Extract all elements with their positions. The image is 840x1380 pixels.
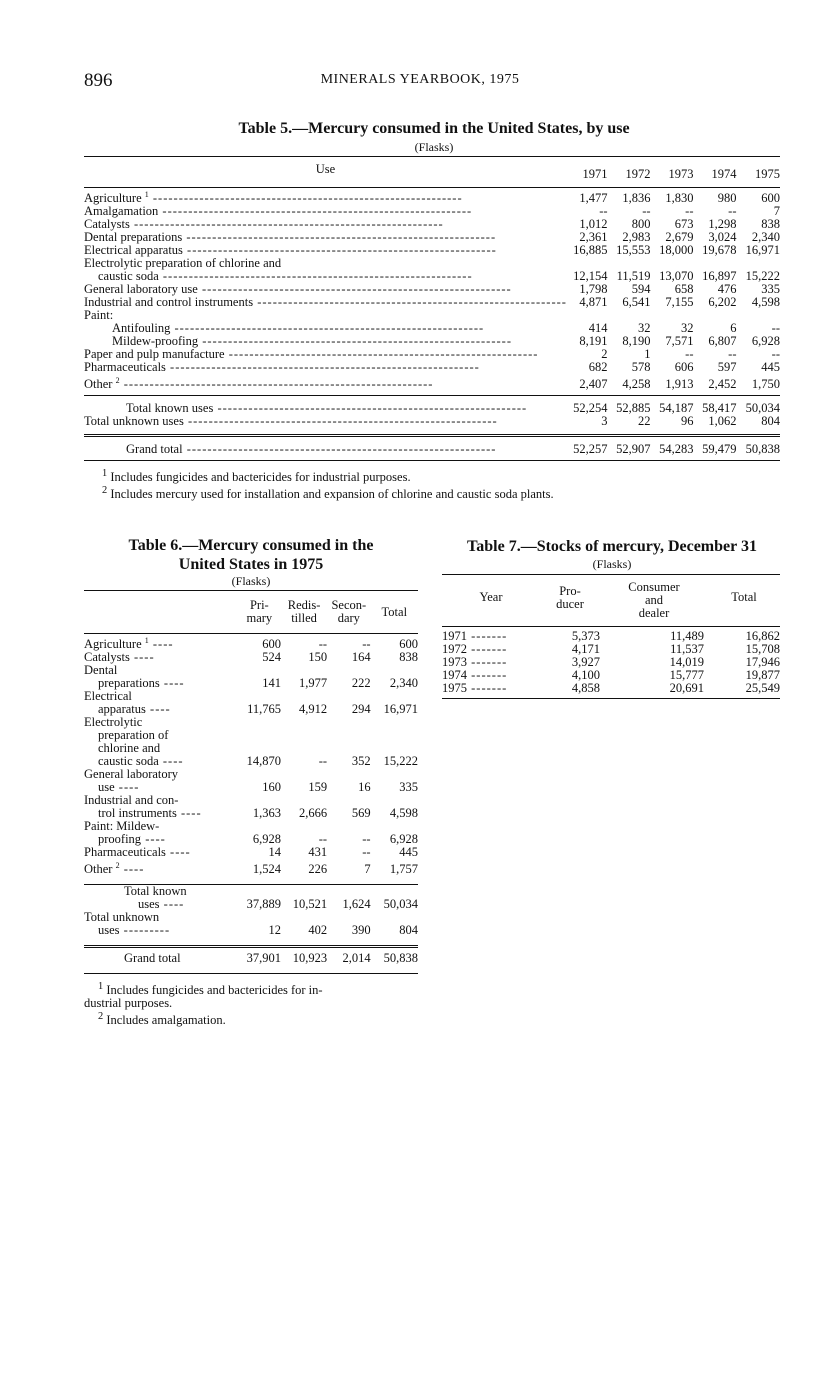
table5-year-header: 1972 <box>625 167 651 181</box>
row-label: General laboratory use ------------------------------------------------------------ <box>84 283 512 297</box>
value-cell: 476 <box>717 282 737 297</box>
table6-unit: (Flasks) <box>231 574 271 588</box>
row-label: Mildew-proofing ------------------------------------------------------------ <box>112 335 512 349</box>
table5 <box>84 156 780 502</box>
value-cell: 6,928 <box>751 334 780 349</box>
running-title: MINERALS YEARBOOK, 1975 <box>320 72 520 87</box>
table7-grid <box>442 575 780 695</box>
value-cell: 1,830 <box>665 191 694 206</box>
value-cell: 1,913 <box>665 377 694 392</box>
page-number: 896 <box>84 70 113 91</box>
value-cell: 524 <box>262 650 282 665</box>
value-cell: 10,923 <box>292 951 328 966</box>
row-label: Total unknown uses --------- <box>84 910 171 938</box>
value-cell: 6 <box>730 321 737 336</box>
footnote: $^1$ Includes fungicides and bactericides for in- <box>98 981 323 998</box>
table-row <box>84 794 418 820</box>
value-cell: 14 <box>268 845 282 860</box>
value-cell: 1,012 <box>579 217 608 232</box>
table6 <box>84 590 418 1028</box>
table5-use-header: Use <box>315 161 336 176</box>
value-cell: 597 <box>717 360 737 375</box>
row-label: General laboratory use ---- <box>84 767 179 795</box>
table-row <box>84 396 780 416</box>
table-row <box>84 634 418 652</box>
value-cell: 10,521 <box>292 897 328 912</box>
value-cell: 17,946 <box>745 655 780 669</box>
value-cell: 4,871 <box>579 295 608 310</box>
table5-footnotes <box>84 467 780 501</box>
value-cell: 2,666 <box>298 806 328 821</box>
table-row <box>84 690 418 716</box>
value-cell: 431 <box>308 845 328 860</box>
row-label: Total unknown uses ------------------------------------------------------------ <box>84 415 498 429</box>
value-cell: 1,062 <box>708 414 737 429</box>
table-row <box>84 651 418 664</box>
row-label: Agriculture $^1$ ------------------------------------------------------------ <box>84 190 463 206</box>
row-label: Catalysts ---- <box>84 650 155 665</box>
row-label: Pharmaceuticals ------------------------------------------------------------ <box>84 361 480 375</box>
value-cell: 16,862 <box>745 629 780 643</box>
row-label: Total known uses ------------------------------------------------------------ <box>126 401 528 416</box>
value-cell: 600 <box>399 637 418 652</box>
table6-footnotes <box>84 980 418 1027</box>
value-cell: 12,154 <box>573 269 608 284</box>
year-cell: 1974 ------- <box>442 668 508 682</box>
value-cell: 19,678 <box>702 243 737 258</box>
table5-year-header: 1974 <box>711 167 737 181</box>
value-cell: -- <box>642 204 651 219</box>
value-cell: 16,971 <box>745 243 780 258</box>
value-cell: 6,928 <box>252 832 282 847</box>
value-cell: 141 <box>262 676 282 691</box>
value-cell: 402 <box>308 923 328 938</box>
row-label: Electrical apparatus ------------------------------------------------------------ <box>84 244 497 258</box>
value-cell: -- <box>318 754 328 769</box>
value-cell: 335 <box>761 282 780 297</box>
row-label: caustic soda ------------------------------------------------------------ <box>98 270 473 284</box>
value-cell: 15,222 <box>383 754 418 769</box>
value-cell: 52,257 <box>573 442 608 457</box>
table-row <box>84 436 780 457</box>
value-cell: 11,765 <box>247 702 282 717</box>
value-cell: 1,477 <box>579 191 608 206</box>
value-cell: 2,340 <box>751 230 780 245</box>
table-row <box>84 716 418 768</box>
value-cell: 6,928 <box>389 832 418 847</box>
value-cell: 58,417 <box>702 401 737 416</box>
value-cell: 8,190 <box>622 334 651 349</box>
value-cell: 578 <box>631 360 651 375</box>
table-row <box>84 859 418 876</box>
footnote: $^2$ Includes mercury used for installation and expansion of chlorine and caustic soda plants. <box>102 485 554 502</box>
row-label: Industrial and control instruments ------------------------------------------------------------ <box>84 296 567 310</box>
value-cell: 600 <box>761 191 780 206</box>
value-cell: -- <box>318 832 328 847</box>
row-label: Electrolytic preparation of chlorine and caustic soda ---- <box>84 715 184 769</box>
table-row <box>84 846 418 859</box>
value-cell: 838 <box>399 650 418 665</box>
value-cell: 414 <box>588 321 608 336</box>
value-cell: -- <box>685 204 694 219</box>
value-cell: 20,691 <box>669 681 704 695</box>
table7-total-header: Total <box>731 590 757 604</box>
value-cell: 59,479 <box>702 442 737 457</box>
value-cell: -- <box>599 204 608 219</box>
value-cell: -- <box>318 637 328 652</box>
row-label: Antifouling ------------------------------------------------------------ <box>112 322 485 336</box>
value-cell: 673 <box>674 217 694 232</box>
row-label: Total known uses ---- <box>124 884 187 912</box>
table7-unit: (Flasks) <box>592 557 632 571</box>
row-label: Electrolytic preparation of chlorine and <box>84 257 282 271</box>
value-cell: 15,777 <box>669 668 704 682</box>
row-label: Grand total ------------------------------------------------------------ <box>126 442 497 457</box>
row-label: Dental preparations ------------------------------------------------------------ <box>84 231 497 245</box>
row-label: Other $^2$ ---- <box>84 861 145 877</box>
table7-title: Table 7.—Stocks of mercury, December 31 <box>467 538 757 555</box>
table7-consumer-header: Consumer and dealer <box>628 580 680 620</box>
value-cell: 606 <box>674 360 694 375</box>
value-cell: 54,283 <box>659 442 694 457</box>
table6-title: Table 6.—Mercury consumed in the United States in 1975 <box>128 537 374 573</box>
value-cell: 294 <box>351 702 371 717</box>
value-cell: 226 <box>308 862 328 877</box>
value-cell: 4,912 <box>298 702 328 717</box>
value-cell: 800 <box>631 217 651 232</box>
value-cell: 980 <box>717 191 737 206</box>
value-cell: 7,155 <box>665 295 694 310</box>
value-cell: 4,258 <box>622 377 651 392</box>
table-row <box>84 911 418 937</box>
value-cell: 6,202 <box>708 295 737 310</box>
value-cell: 37,889 <box>246 897 282 912</box>
row-label: Paint: <box>84 309 114 323</box>
value-cell: 50,034 <box>745 401 780 416</box>
value-cell: 2,014 <box>342 951 371 966</box>
value-cell: 16,971 <box>383 702 418 717</box>
value-cell: 682 <box>588 360 608 375</box>
value-cell: 2,983 <box>622 230 651 245</box>
table6-secondary-header: Secon- dary <box>331 598 367 625</box>
value-cell: 4,171 <box>571 642 600 656</box>
table-row <box>84 664 418 690</box>
value-cell: 13,070 <box>659 269 694 284</box>
value-cell: 2,340 <box>389 676 418 691</box>
value-cell: 150 <box>308 650 328 665</box>
value-cell: 16 <box>358 780 371 795</box>
row-label: Pharmaceuticals ---- <box>84 845 191 860</box>
value-cell: 16,897 <box>702 269 737 284</box>
row-label: Amalgamation ------------------------------------------------------------ <box>84 205 473 219</box>
table-row <box>84 885 418 912</box>
table-row <box>84 361 780 374</box>
value-cell: 7 <box>773 204 780 219</box>
row-label: Other $^2$ ------------------------------------------------------------ <box>84 376 434 392</box>
table-row <box>84 244 780 257</box>
value-cell: 2,452 <box>708 377 737 392</box>
value-cell: 7,571 <box>665 334 694 349</box>
value-cell: -- <box>362 637 371 652</box>
value-cell: 3,927 <box>571 655 600 669</box>
value-cell: 14,019 <box>669 655 704 669</box>
row-label: Electrical apparatus ---- <box>84 689 171 717</box>
table5-grid <box>84 157 780 461</box>
table-row <box>84 188 780 206</box>
value-cell: 22 <box>638 414 651 429</box>
value-cell: 1,624 <box>342 897 371 912</box>
value-cell: 50,838 <box>383 951 418 966</box>
value-cell: 5,373 <box>571 629 600 643</box>
value-cell: 1,977 <box>298 676 328 691</box>
value-cell: 4,100 <box>571 668 600 682</box>
value-cell: 11,537 <box>670 642 704 656</box>
value-cell: -- <box>771 321 780 336</box>
value-cell: 16,885 <box>573 243 608 258</box>
row-label: Industrial and con- trol instruments ---- <box>84 793 202 821</box>
table5-title: Table 5.—Mercury consumed in the United States, by use <box>238 120 630 137</box>
table6-grid <box>84 591 418 974</box>
value-cell: 222 <box>351 676 371 691</box>
value-cell: 160 <box>262 780 282 795</box>
value-cell: 159 <box>308 780 328 795</box>
value-cell: 54,187 <box>659 401 694 416</box>
table-row <box>84 415 780 428</box>
value-cell: 3 <box>601 414 608 429</box>
table-row <box>84 947 418 966</box>
value-cell: 1,298 <box>708 217 737 232</box>
value-cell: 3,024 <box>708 230 737 245</box>
row-label: Grand total <box>124 951 181 966</box>
value-cell: 164 <box>351 650 371 665</box>
value-cell: 2,361 <box>579 230 608 245</box>
value-cell: 14,870 <box>246 754 282 769</box>
value-cell: -- <box>771 347 780 362</box>
value-cell: 11,489 <box>670 629 704 643</box>
value-cell: 15,553 <box>616 243 651 258</box>
value-cell: 2,407 <box>579 377 608 392</box>
value-cell: 7 <box>364 862 371 877</box>
table-row <box>84 768 418 794</box>
table-row <box>442 682 780 695</box>
value-cell: -- <box>362 845 371 860</box>
year-cell: 1972 ------- <box>442 642 508 656</box>
value-cell: 658 <box>674 282 694 297</box>
table-row <box>84 374 780 391</box>
value-cell: 1,524 <box>252 862 282 877</box>
value-cell: 1,750 <box>751 377 780 392</box>
table7-year-header: Year <box>479 590 503 604</box>
value-cell: 4,858 <box>571 681 600 695</box>
value-cell: 50,034 <box>383 897 418 912</box>
row-label: Agriculture $^1$ ---- <box>84 636 174 652</box>
value-cell: 52,254 <box>573 401 608 416</box>
table5-year-header: 1971 <box>582 167 608 181</box>
table5-unit: (Flasks) <box>414 140 454 154</box>
footnote: $^2$ Includes amalgamation. <box>98 1011 226 1028</box>
row-label: Dental preparations ---- <box>84 663 185 691</box>
value-cell: 4,598 <box>389 806 418 821</box>
value-cell: 11,519 <box>616 269 651 284</box>
value-cell: -- <box>728 347 737 362</box>
footnote: $^1$ Includes fungicides and bactericides for industrial purposes. <box>102 468 411 485</box>
value-cell: 2,679 <box>665 230 694 245</box>
value-cell: -- <box>685 347 694 362</box>
value-cell: 37,901 <box>246 951 282 966</box>
table-row <box>84 820 418 846</box>
value-cell: 96 <box>681 414 694 429</box>
value-cell: 18,000 <box>659 243 694 258</box>
value-cell: 25,549 <box>745 681 780 695</box>
value-cell: 52,885 <box>616 401 651 416</box>
year-cell: 1971 ------- <box>442 629 508 643</box>
value-cell: 1,757 <box>389 862 418 877</box>
value-cell: 2 <box>601 347 608 362</box>
table-row <box>84 296 780 309</box>
value-cell: 352 <box>351 754 371 769</box>
footnote-continuation: dustrial purposes. <box>84 996 173 1011</box>
value-cell: 594 <box>631 282 651 297</box>
value-cell: 50,838 <box>745 442 780 457</box>
value-cell: 804 <box>761 414 780 429</box>
table6-redistilled-header: Redis- tilled <box>287 598 321 625</box>
value-cell: -- <box>728 204 737 219</box>
row-label: Paint: Mildew- proofing ---- <box>84 819 166 847</box>
table6-total-header: Total <box>381 604 408 619</box>
value-cell: 838 <box>761 217 780 232</box>
value-cell: 1,798 <box>579 282 608 297</box>
year-cell: 1973 ------- <box>442 655 508 669</box>
value-cell: 52,907 <box>616 442 651 457</box>
table5-year-header: 1973 <box>668 167 694 181</box>
value-cell: 6,541 <box>622 295 651 310</box>
value-cell: 15,708 <box>745 642 780 656</box>
value-cell: 32 <box>681 321 694 336</box>
value-cell: 4,598 <box>751 295 780 310</box>
table7 <box>442 574 780 699</box>
row-label: Paper and pulp manufacture ------------------------------------------------------------ <box>84 348 539 362</box>
value-cell: 600 <box>262 637 282 652</box>
value-cell: 12 <box>268 923 282 938</box>
value-cell: 335 <box>399 780 418 795</box>
value-cell: 569 <box>351 806 371 821</box>
value-cell: 19,877 <box>745 668 780 682</box>
table7-producer-header: Pro- ducer <box>556 583 584 611</box>
value-cell: 15,222 <box>745 269 780 284</box>
value-cell: 445 <box>399 845 418 860</box>
value-cell: 804 <box>399 923 418 938</box>
table6-primary-header: Pri- mary <box>246 598 273 625</box>
value-cell: 32 <box>638 321 651 336</box>
value-cell: 1,836 <box>622 191 651 206</box>
row-label: Catalysts ------------------------------------------------------------ <box>84 218 444 232</box>
value-cell: 8,191 <box>579 334 608 349</box>
value-cell: 390 <box>351 923 371 938</box>
table5-year-header: 1975 <box>755 167 780 181</box>
value-cell: -- <box>362 832 371 847</box>
value-cell: 1,363 <box>252 806 282 821</box>
table-row <box>84 309 780 322</box>
value-cell: 6,807 <box>708 334 737 349</box>
value-cell: 445 <box>761 360 780 375</box>
year-cell: 1975 ------- <box>442 681 508 695</box>
table-row <box>84 335 780 348</box>
value-cell: 1 <box>644 347 651 362</box>
